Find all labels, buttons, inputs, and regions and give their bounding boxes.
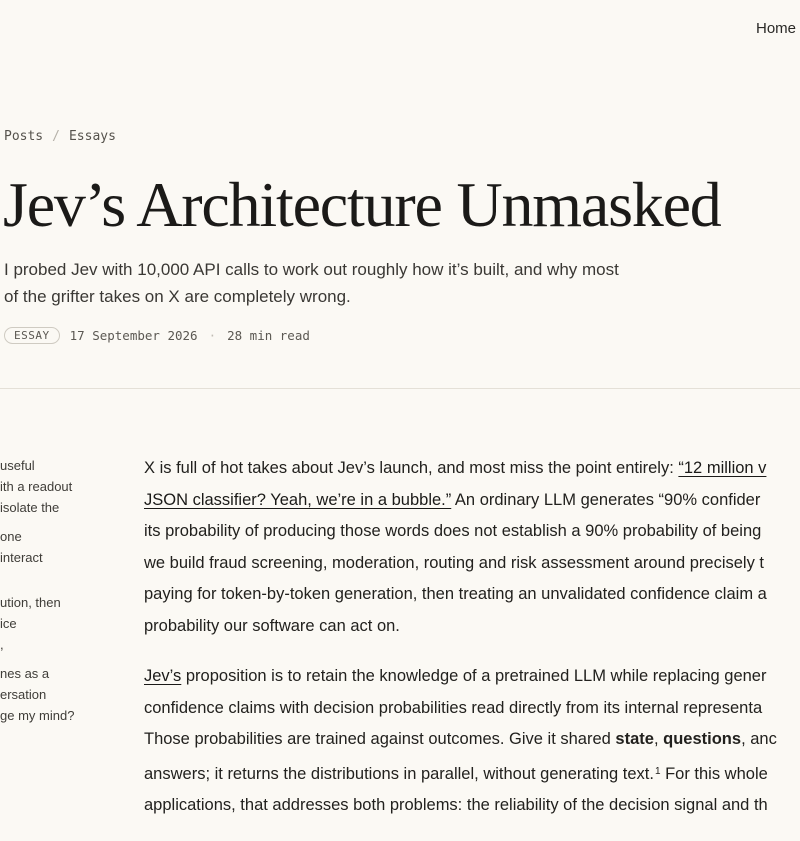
breadcrumb-posts[interactable]: Posts <box>4 129 44 144</box>
post-meta <box>4 327 310 344</box>
jev-link[interactable]: Jev’s <box>144 667 182 685</box>
category-badge[interactable]: ESSAY <box>4 327 60 344</box>
text-run: , <box>653 730 664 748</box>
nav-home-link[interactable]: Home <box>756 20 797 37</box>
publish-date: 17 September 2026 <box>69 328 198 343</box>
footnote-ref[interactable]: 1 <box>654 765 661 777</box>
toc-item[interactable]: , <box>0 637 4 652</box>
page-subtitle: I probed Jev with 10,000 API calls to work out roughly how it’s built, and why most of the grifter takes on X are completely wrong. <box>4 260 619 306</box>
text-run: An ordinary LLM generates “90% confider <box>451 490 761 509</box>
toc-item[interactable]: ith a readout <box>0 479 73 494</box>
toc-item[interactable]: useful <box>0 458 35 473</box>
text-run: its probability of producing those words does not establish a 90% probability of being <box>144 522 762 540</box>
read-time: 28 min read <box>227 328 310 343</box>
paragraph-1 <box>144 453 800 642</box>
text-run: For this whole <box>660 764 768 783</box>
quote-link-cont[interactable]: JSON classifier? Yeah, we’re in a bubble.” <box>144 490 452 509</box>
text-run: applications, that addresses both problems: the reliability of the decision signal and th <box>144 796 768 814</box>
toc-item[interactable]: nes as a <box>0 666 50 681</box>
toc-item[interactable]: ersation <box>0 687 47 702</box>
text-run: confidence claims with decision probabilities read directly from its internal representa <box>144 698 763 717</box>
breadcrumb-essays[interactable]: Essays <box>68 129 116 144</box>
text-run: proposition is to retain the knowledge of a pretrained LLM while replacing gener <box>181 667 767 685</box>
page-title: Jev’s Architecture Unmasked <box>3 169 721 240</box>
header-divider <box>0 388 800 389</box>
text-run: we build fraud screening, moderation, routing and risk assessment around precisely t <box>144 553 764 572</box>
text-run: , anc <box>741 730 777 748</box>
text-run: paying for token-by-token generation, then treating an unvalidated confidence claim a <box>144 585 767 603</box>
text-run: Those probabilities are trained against outcomes. Give it shared <box>144 730 616 748</box>
text-run: X is full of hot takes about Jev’s launch, and most miss the point entirely: <box>144 459 679 477</box>
meta-separator: · <box>208 328 217 343</box>
toc-item[interactable]: ice <box>0 616 17 631</box>
emphasis-questions: questions <box>663 730 742 748</box>
text-run: probability our software can act on. <box>144 616 400 635</box>
breadcrumb <box>4 129 116 144</box>
article-body <box>144 453 800 841</box>
table-of-contents <box>0 455 120 726</box>
paragraph-2 <box>144 661 800 822</box>
quote-link[interactable]: “12 million v <box>678 459 767 477</box>
emphasis-state: state <box>615 730 654 748</box>
toc-item[interactable]: isolate the <box>0 500 60 515</box>
toc-item[interactable]: ution, then <box>0 595 61 610</box>
toc-item[interactable]: one <box>0 529 22 544</box>
toc-item[interactable]: interact <box>0 550 43 565</box>
text-run: answers; it returns the distributions in parallel, without generating text. <box>144 764 654 783</box>
breadcrumb-separator: / <box>52 129 60 144</box>
toc-item[interactable]: ge my mind? <box>0 708 75 723</box>
